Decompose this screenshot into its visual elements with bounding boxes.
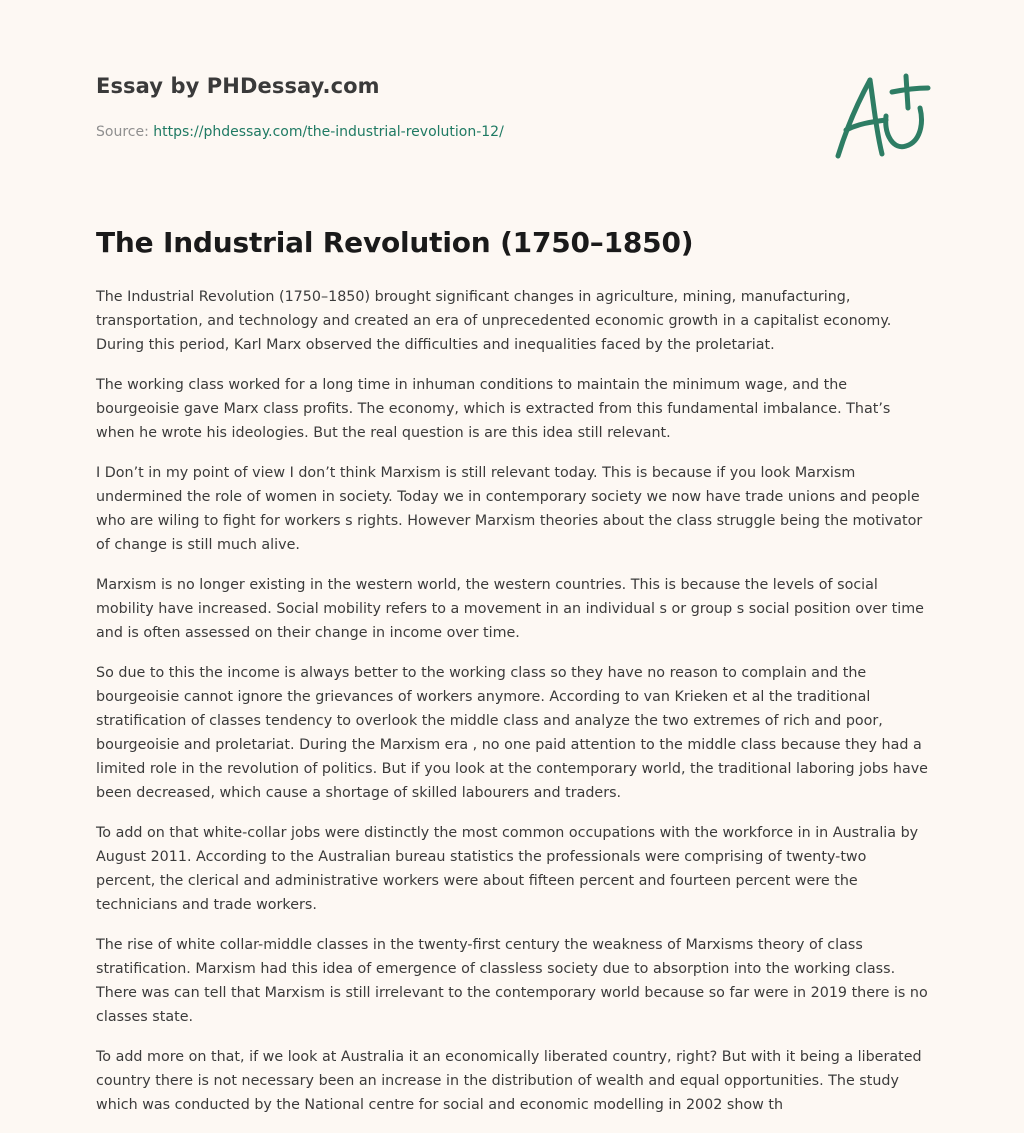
paragraph-8: To add more on that, if we look at Australia it an economically liberated country, right? But with it being a liberated country there is not necessary been an increase in the distribution of wealth and equal opportunities. The study which was conducted by the National centre for social and economic modelling in 2002 show th bbox=[96, 1049, 922, 1113]
paragraph-4: Marxism is no longer existing in the western world, the western countries. This is because the levels of social mobility have increased. Social mobility refers to a movement in an individual s or group s social position over time and is often assessed on their change in income over time. bbox=[96, 577, 924, 641]
paragraph-1: The Industrial Revolution (1750–1850) brought significant changes in agriculture, mining, manufacturing, transportation, and technology and created an era of unprecedented economic growth in a capitalist economy. During this period, Karl Marx observed the difficulties and inequalities faced by the proletariat. bbox=[96, 289, 892, 353]
page-header bbox=[96, 74, 928, 140]
paragraph-5: So due to this the income is always better to the working class so they have no reason to complain and the bourgeoisie cannot ignore the grievances of workers anymore. According to van Krieken et al the traditional stratification of classes tendency to overlook the middle class and analyze the two extremes of rich and poor, bourgeoisie and proletariat. During the Marxism era , no one paid attention to the middle class because they had a limited role in the revolution of politics. But if you look at the contemporary world, the traditional laboring jobs have been decreased, which cause a shortage of skilled labourers and traders. bbox=[96, 665, 928, 801]
article-body bbox=[96, 285, 928, 1133]
paragraph-7: The rise of white collar-middle classes in the twenty-first century the weakness of Marxisms theory of class stratification. Marxism had this idea of emergence of classless society due to absorption into the working class. There was can tell that Marxism is still irrelevant to the contemporary world because so far were in 2019 there is no classes state. bbox=[96, 937, 928, 1025]
source-line bbox=[96, 124, 504, 140]
site-title: Essay by PHDessay.com bbox=[96, 74, 380, 98]
article-title: The Industrial Revolution (1750–1850) bbox=[96, 226, 694, 259]
essay-page bbox=[96, 0, 928, 1132]
paragraph-6: To add on that white-collar jobs were distinctly the most common occupations with the workforce in in Australia by August 2011. According to the Australian bureau statistics the professionals were comprising of twenty-two percent, the clerical and administrative workers were about fifteen percent and fourteen percent were the technicians and trade workers. bbox=[96, 825, 919, 913]
paragraph-3: I Don’t in my point of view I don’t think Marxism is still relevant today. This is because if you look Marxism undermined the role of women in society. Today we in contemporary society we now have trade unions and people who are wiling to fight for workers s rights. However Marxism theories about the class struggle being the motivator of change is still much alive. bbox=[96, 465, 923, 553]
a-plus-logo-icon bbox=[824, 68, 934, 168]
source-label: Source: bbox=[96, 124, 149, 140]
source-link[interactable]: https://phdessay.com/the-industrial-revolution-12/ bbox=[153, 124, 504, 140]
paragraph-2: The working class worked for a long time in inhuman conditions to maintain the minimum wage, and the bourgeoisie gave Marx class profits. The economy, which is extracted from this fundamental imbalance. That’s when he wrote his ideologies. But the real question is are this idea still relevant. bbox=[96, 377, 891, 441]
